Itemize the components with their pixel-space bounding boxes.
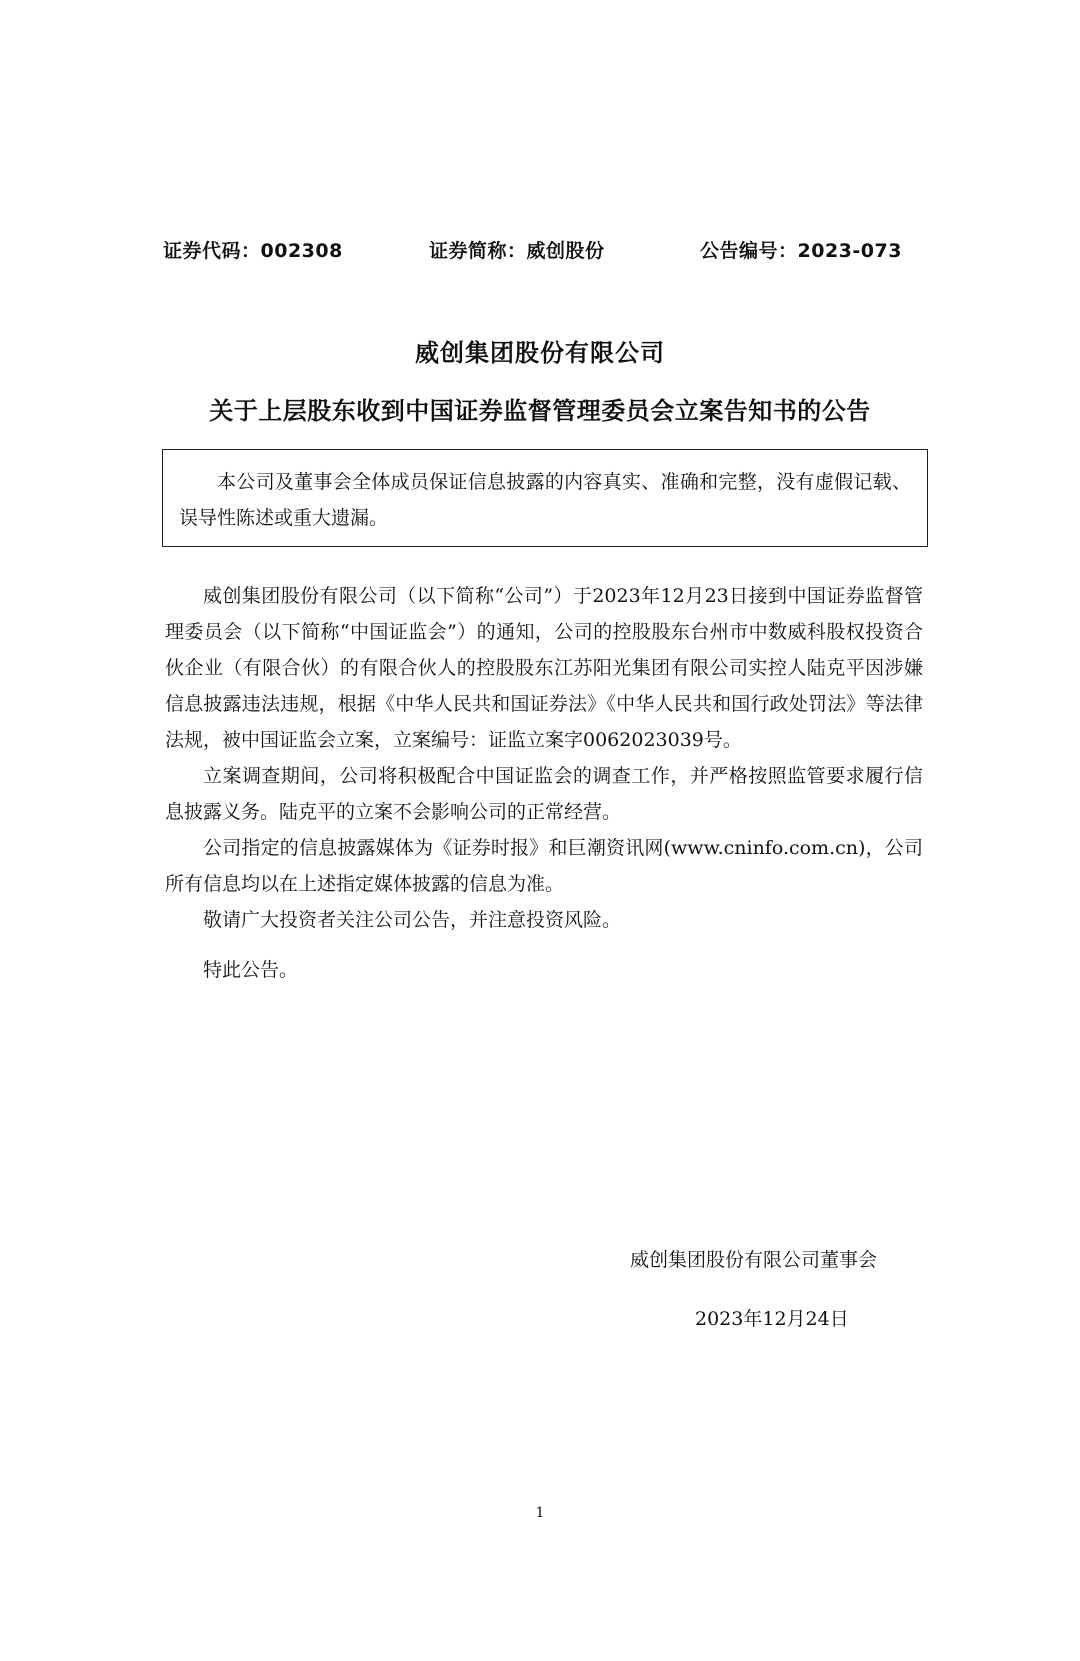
- paragraph-closing: 特此公告。: [203, 959, 299, 981]
- security-code: 证券代码：002308: [163, 240, 343, 262]
- paragraph-case-notice: 威创集团股份有限公司（以下简称“公司”）于2023年12月23日接到中国证券监督管理委员会（以下简称“中国证监会”）的通知，公司的控股股东台州市中数威科股权投资合伙企业（有限合伙）的有限合伙人的控股股东江苏阳光集团有限公司实控人陆克平因涉嫌信息披露违法违规，根据《中华人民共和国证券法》《中华人民共和国行政处罚法》等法律法规，被中国证监会立案，立案编号：证监立案字0062023039号。: [165, 585, 923, 751]
- company-title: 威创集团股份有限公司: [415, 339, 665, 367]
- announcement-body: [165, 578, 923, 988]
- disclaimer-text: 本公司及董事会全体成员保证信息披露的内容真实、准确和完整，没有虚假记载、误导性陈述或重大遗漏。: [179, 471, 911, 529]
- announcement-title: 关于上层股东收到中国证券监督管理委员会立案告知书的公告: [209, 397, 871, 425]
- paragraph-cooperation: 立案调查期间，公司将积极配合中国证监会的调查工作，并严格按照监管要求履行信息披露义务。陆克平的立案不会影响公司的正常经营。: [165, 765, 923, 823]
- security-abbreviation: 证券简称：威创股份: [429, 240, 605, 262]
- announcement-date: 2023年12月24日: [695, 1308, 849, 1330]
- paragraph-risk: 敬请广大投资者关注公司公告，并注意投资风险。: [203, 909, 622, 931]
- page-number: 1: [535, 1505, 545, 1521]
- board-signature: 威创集团股份有限公司董事会: [630, 1249, 878, 1271]
- paragraph-media: 公司指定的信息披露媒体为《证券时报》和巨潮资讯网(www.cninfo.com.cn)，公司所有信息均以在上述指定媒体披露的信息为准。: [165, 837, 923, 895]
- announcement-number: 公告编号：2023-073: [700, 240, 902, 262]
- disclaimer-box: [162, 449, 928, 547]
